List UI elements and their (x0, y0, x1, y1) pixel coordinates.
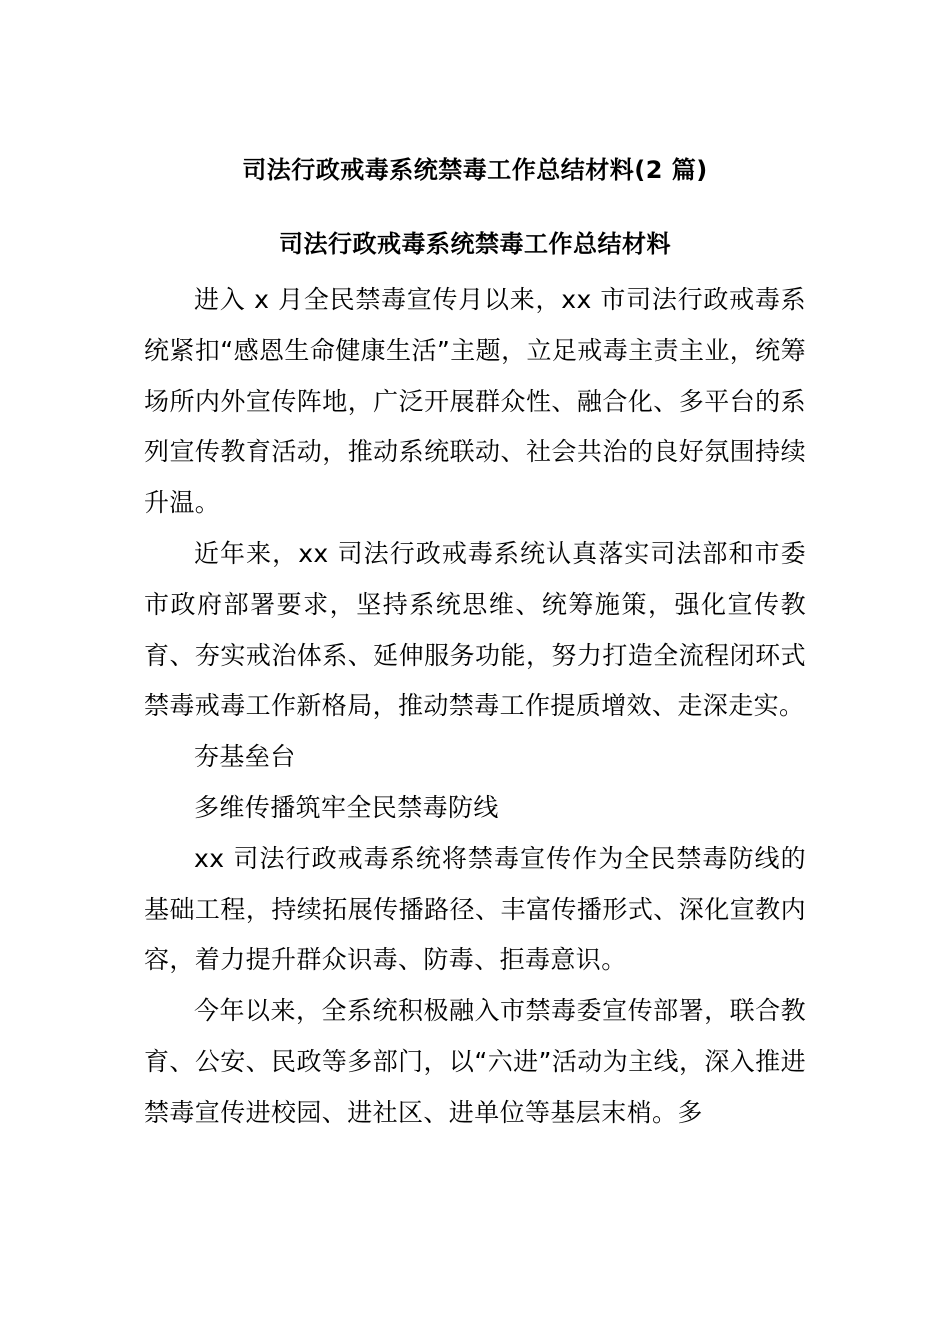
section-subheading: 多维传播筑牢全民禁毒防线 (194, 792, 499, 822)
document-body (144, 275, 806, 1139)
paragraph-intro: 进入 x 月全民禁毒宣传月以来，xx 市司法行政戒毒系统紧扣“感恩生命健康生活”主题，立足戒毒主责主业，统筹场所内外宣传阵地，广泛开展群众性、融合化、多平台的系列宣传教育活动，推动系统联动、社会共治的良好氛围持续升温。 (144, 285, 806, 518)
document-title: 司法行政戒毒系统禁毒工作总结材料(2 篇) (242, 156, 708, 184)
paragraph-foundation: xx 司法行政戒毒系统将禁毒宣传作为全民禁毒防线的基础工程，持续拓展传播路径、丰富传播形式、深化宣教内容，着力提升群众识毒、防毒、拒毒意识。 (144, 843, 806, 975)
section-heading: 夯基垒台 (194, 742, 296, 772)
document-subtitle: 司法行政戒毒系统禁毒工作总结材料 (279, 230, 671, 258)
paragraph-overview: 近年来，xx 司法行政戒毒系统认真落实司法部和市委市政府部署要求，坚持系统思维、统筹施策，强化宣传教育、夯实戒治体系、延伸服务功能，努力打造全流程闭环式禁毒戒毒工作新格局，推动禁毒工作提质增效、走深走实。 (144, 538, 806, 721)
paragraph-this-year: 今年以来，全系统积极融入市禁毒委宣传部署，联合教育、公安、民政等多部门，以“六进”活动为主线，深入推进禁毒宣传进校园、进社区、进单位等基层末梢。多 (144, 996, 806, 1127)
